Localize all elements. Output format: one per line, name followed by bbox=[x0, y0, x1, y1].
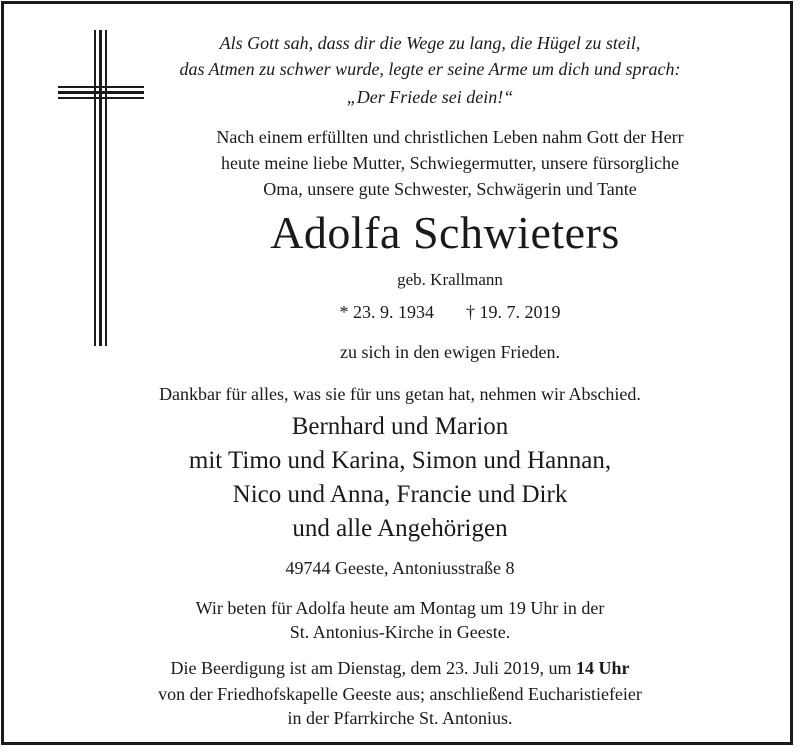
intro-line-1: Nach einem erfüllten und christlichen Leben nahm Gott der Herr bbox=[216, 127, 684, 147]
prayer-line-1: Wir beten für Adolfa heute am Montag um 19 Uhr in der bbox=[195, 598, 605, 618]
family-line-2: mit Timo und Karina, Simon und Hannan, bbox=[188, 447, 612, 474]
motto-line-2: das Atmen zu schwer wurde, legte er seine Arme um dich und sprach: bbox=[179, 59, 681, 79]
funeral-time: 14 Uhr bbox=[575, 658, 630, 678]
birth-date: * 23. 9. 1934 bbox=[339, 302, 434, 322]
funeral-line-3: in der Pfarrkirche St. Antonius. bbox=[287, 708, 513, 728]
family-line-4: und alle Angehörigen bbox=[292, 515, 508, 542]
death-date: † 19. 7. 2019 bbox=[466, 302, 561, 322]
family-line-3: Nico und Anna, Francie und Dirk bbox=[232, 481, 568, 508]
funeral-line-1 bbox=[50, 656, 750, 680]
farewell-line: Dankbar für alles, was sie für uns getan hat, nehmen wir Abschied. bbox=[159, 384, 641, 404]
life-dates bbox=[300, 302, 600, 323]
maiden-name: geb. Krallmann bbox=[397, 270, 503, 289]
funeral-text: Die Beerdigung ist am Dienstag, dem 23. Juli 2019, um bbox=[170, 658, 572, 678]
family-line-1: Bernhard und Marion bbox=[291, 413, 509, 440]
intro-line-3: Oma, unsere gute Schwester, Schwägerin und Tante bbox=[263, 179, 637, 199]
intro-line-2: heute meine liebe Mutter, Schwiegermutter, unsere fürsorgliche bbox=[220, 153, 680, 173]
deceased-name: Adolfa Schwieters bbox=[270, 207, 620, 258]
prayer-line-2: St. Antonius-Kirche in Geeste. bbox=[289, 622, 511, 642]
motto-line-1: Als Gott sah, dass dir die Wege zu lang, die Hügel zu steil, bbox=[219, 33, 641, 53]
peace-line: zu sich in den ewigen Frieden. bbox=[340, 342, 560, 362]
address: 49744 Geeste, Antoniusstraße 8 bbox=[285, 558, 515, 578]
funeral-line-2: von der Friedhofskapelle Geeste aus; anschließend Eucharistiefeier bbox=[158, 684, 642, 704]
motto-line-3: „Der Friede sei dein!“ bbox=[346, 87, 514, 107]
